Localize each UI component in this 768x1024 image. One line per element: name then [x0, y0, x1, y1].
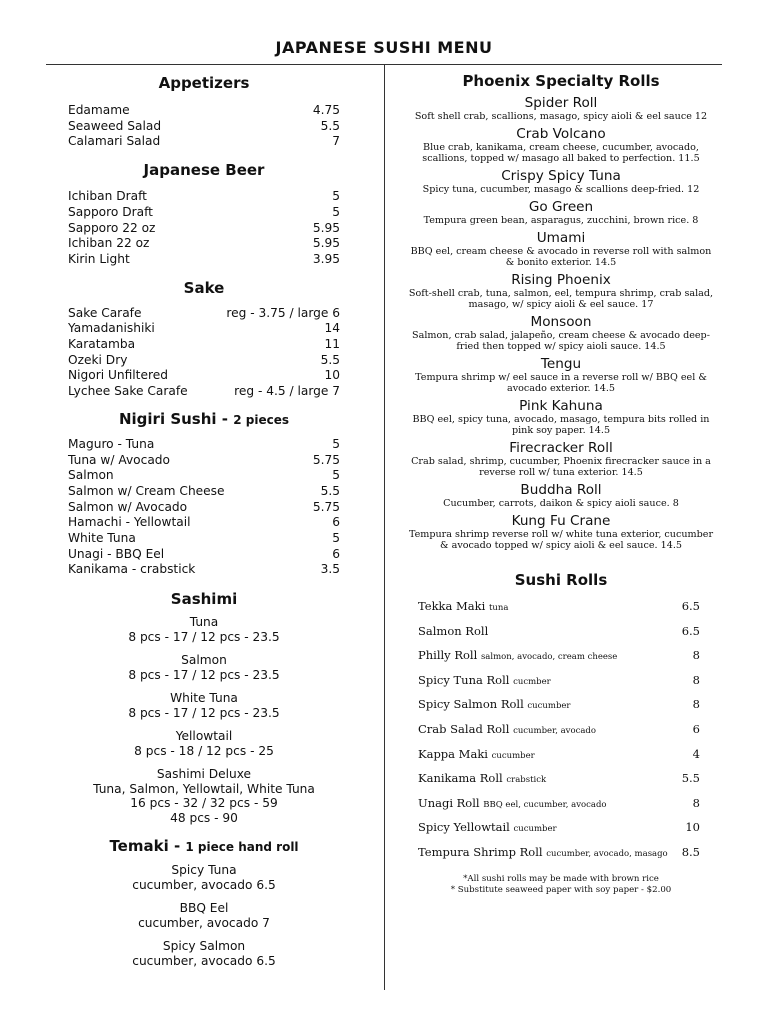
item-name: Ozeki Dry [68, 352, 128, 367]
item-price: 8 pcs - 17 / 12 pcs - 23.5 [128, 667, 280, 682]
roll-name: Spicy Tuna Roll [418, 672, 510, 687]
menu-item [68, 384, 340, 400]
table-row [400, 767, 722, 792]
menu-item [68, 562, 340, 578]
item-price: 10 [324, 368, 340, 383]
list-item [400, 126, 722, 164]
menu-item [68, 515, 340, 531]
roll-name: Salmon Roll [418, 623, 489, 638]
roll-desc: Cucumber, carrots, daikon & spicy aioli sauce. 8 [443, 498, 679, 509]
appetizers-heading: Appetizers [158, 74, 250, 92]
roll-price: 5.5 [681, 771, 700, 786]
menu-item [68, 321, 340, 337]
list-item [68, 691, 340, 720]
item-name: Tuna [189, 615, 219, 630]
item-price: 5.5 [320, 483, 340, 498]
roll-name: Tempura Shrimp Roll [418, 844, 543, 859]
specialty-heading: Phoenix Specialty Rolls [462, 72, 660, 90]
roll-desc: cucumber, avocado, masago [546, 848, 668, 859]
item-price: 6 [332, 546, 340, 561]
item-price: 6 [332, 515, 340, 530]
roll-name: Go Green [528, 199, 594, 215]
menu-item [68, 453, 340, 469]
item-price: 8 pcs - 17 / 12 pcs - 23.5 [128, 629, 280, 644]
roll-desc: Soft shell crab, scallions, masago, spicy aioli & eel sauce 12 [414, 111, 708, 122]
list-item [68, 863, 340, 892]
roll-desc: cucmber [513, 676, 551, 687]
item-price: 16 pcs - 32 / 32 pcs - 59 [130, 796, 278, 811]
item-name: Salmon [181, 653, 227, 668]
temaki-title: Temaki - [109, 837, 181, 856]
item-price: 8 pcs - 18 / 12 pcs - 25 [134, 743, 274, 758]
item-price: 3.95 [312, 251, 340, 266]
roll-name: Spicy Yellowtail [418, 820, 510, 835]
menu-item [68, 306, 340, 322]
roll-desc: BBQ eel, spicy tuna, avocado, masago, tempura bits rolled in pink soy paper. 14.5 [412, 414, 710, 436]
roll-desc: BBQ eel, cucumber, avocado [483, 799, 607, 810]
roll-desc: tuna [488, 603, 509, 613]
item-name: Sapporo 22 oz [68, 220, 156, 235]
item-name: Lychee Sake Carafe [68, 384, 188, 399]
list-item [400, 513, 722, 551]
list-item [68, 729, 340, 758]
item-price: 14 [324, 321, 340, 336]
roll-name: Rising Phoenix [511, 272, 611, 288]
roll-desc: Crab salad, shrimp, cucumber, Phoenix firecracker sauce in a reverse roll w/ tuna exterior. 14.5 [411, 456, 711, 478]
item-name: Edamame [68, 103, 130, 117]
item-price: 8 pcs - 17 / 12 pcs - 23.5 [128, 705, 280, 720]
roll-desc: BBQ eel, cream cheese & avocado in reverse roll with salmon & bonito exterior. 14.5 [410, 246, 712, 268]
item-name: Hamachi - Yellowtail [68, 515, 191, 530]
nigiri-list [68, 437, 340, 578]
table-row [400, 718, 722, 743]
menu-item [68, 368, 340, 384]
roll-name: Crab Salad Roll [418, 721, 510, 736]
item-price: 5 [332, 468, 340, 483]
roll-desc: crabstick [506, 775, 547, 786]
menu-item [68, 484, 340, 500]
sashimi-list [68, 615, 340, 825]
menu-item [68, 134, 340, 150]
roll-price: 10 [685, 820, 700, 835]
roll-name: Spider Roll [524, 95, 598, 111]
roll-name: Unagi Roll [418, 795, 480, 810]
nigiri-title: Nigiri Sushi - [118, 409, 228, 428]
item-desc: cucumber, avocado 6.5 [132, 953, 276, 968]
roll-name: Tengu [540, 356, 582, 372]
roll-price: 8 [692, 795, 700, 810]
beer-list [68, 189, 340, 268]
roll-price: 6 [692, 721, 700, 736]
roll-desc: cucumber [513, 824, 557, 835]
item-name: Kirin Light [68, 251, 130, 266]
item-name: White Tuna [68, 531, 136, 546]
item-name: Yamadanishiki [68, 321, 155, 336]
roll-desc: Tempura shrimp reverse roll w/ white tuna exterior, cucumber & avocado topped w/ spicy aioli & eel sauce. 14.5 [408, 529, 714, 551]
item-price: 5 [332, 189, 340, 204]
table-row [400, 693, 722, 718]
item-name: Ichiban 22 oz [68, 236, 150, 251]
roll-desc: cucumber [527, 701, 571, 712]
roll-name: Tekka Maki [418, 599, 486, 613]
menu-item [68, 119, 340, 135]
nigiri-subtitle: 2 pieces [233, 412, 289, 427]
list-item [400, 95, 722, 122]
item-name: Spicy Tuna [171, 863, 237, 878]
roll-name: Umami [536, 230, 586, 246]
item-name: Sake Carafe [68, 305, 142, 320]
roll-desc: cucumber, avocado [513, 725, 596, 736]
item-price: 5.75 [312, 499, 340, 514]
item-name: Salmon [68, 468, 114, 483]
item-name: Ichiban Draft [68, 189, 147, 204]
menu-item [68, 205, 340, 221]
roll-name: Monsoon [530, 314, 592, 330]
item-price: 5.5 [320, 118, 340, 133]
table-row [400, 620, 722, 645]
list-item [68, 653, 340, 682]
item-price: reg - 4.5 / large 7 [234, 384, 340, 399]
roll-desc: Spicy tuna, cucumber, masago & scallions deep-fried. 12 [422, 184, 700, 195]
menu-item [68, 103, 340, 119]
list-item [68, 939, 340, 968]
list-item [400, 168, 722, 195]
item-name: Yellowtail [175, 729, 233, 744]
roll-name: Crispy Spicy Tuna [501, 168, 621, 184]
list-item [400, 440, 722, 478]
item-name: Unagi - BBQ Eel [68, 546, 165, 561]
temaki-list [68, 863, 340, 968]
sake-list [68, 306, 340, 400]
table-row [400, 644, 722, 669]
list-item [68, 615, 340, 644]
footnotes [400, 874, 722, 896]
roll-name: Philly Roll [418, 648, 478, 663]
roll-name: Kanikama Roll [418, 771, 503, 786]
right-column [400, 70, 722, 896]
item-desc: cucumber, avocado 6.5 [132, 877, 276, 892]
roll-name: Buddha Roll [520, 482, 602, 498]
list-item [400, 482, 722, 509]
item-name: BBQ Eel [179, 901, 229, 916]
left-column [68, 70, 340, 968]
list-item [400, 230, 722, 268]
roll-name: Spicy Salmon Roll [418, 697, 524, 712]
table-row [400, 743, 722, 768]
appetizers-list [68, 103, 340, 150]
roll-price: 6.5 [681, 623, 700, 638]
item-price: 3.5 [320, 562, 340, 577]
menu-item [68, 221, 340, 237]
roll-name: Pink Kahuna [519, 398, 603, 414]
menu-item [68, 236, 340, 252]
menu-item [68, 353, 340, 369]
menu-item [68, 252, 340, 268]
roll-desc: Tempura green bean, asparagus, zucchini, brown rice. 8 [423, 215, 699, 226]
menu-item [68, 189, 340, 205]
menu-item [68, 468, 340, 484]
item-price: 5 [332, 436, 340, 451]
item-name: Karatamba [68, 337, 136, 352]
roll-price: 8 [692, 672, 700, 687]
list-item [68, 901, 340, 930]
roll-desc: Tempura shrimp w/ eel sauce in a reverse roll w/ BBQ eel & avocado exterior. 14.5 [415, 372, 707, 394]
menu-item [68, 337, 340, 353]
item-price: 11 [324, 337, 340, 352]
soy-paper-note: * Substitute seaweed paper with soy paper - $2.00 [450, 884, 672, 895]
list-item [400, 356, 722, 394]
item-price: 5 [332, 204, 340, 219]
item-name: Kanikama - crabstick [68, 562, 196, 577]
list-item [400, 199, 722, 226]
roll-desc: Salmon, crab salad, jalapeño, cream cheese & avocado deep-fried then topped w/ spicy aioli sauce. 14.5 [412, 330, 710, 352]
roll-desc: salmon, avocado, cream cheese [480, 652, 618, 663]
menu-item [68, 437, 340, 453]
roll-desc: Soft-shell crab, tuna, salmon, eel, tempura shrimp, crab salad, masago, w/ spicy aioli & eel sauce. 17 [408, 288, 714, 310]
column-divider [384, 65, 385, 990]
menu-item [68, 531, 340, 547]
item-name: Maguro - Tuna [68, 436, 155, 451]
menu-item [68, 547, 340, 563]
roll-price: 8.5 [681, 844, 700, 859]
item-price: 5.75 [312, 452, 340, 467]
temaki-subtitle: 1 piece hand roll [185, 840, 299, 855]
item-price: 5.5 [320, 352, 340, 367]
roll-desc: cucumber [491, 750, 535, 761]
brown-rice-note: *All sushi rolls may be made with brown rice [463, 873, 659, 884]
roll-name: Firecracker Roll [509, 440, 613, 456]
beer-heading: Japanese Beer [143, 161, 265, 180]
item-name: Salmon w/ Avocado [68, 499, 188, 514]
item-name: Nigori Unfiltered [68, 368, 168, 383]
item-price: 48 pcs - 90 [170, 810, 238, 825]
table-row [400, 816, 722, 841]
list-item [400, 398, 722, 436]
item-name: Tuna w/ Avocado [68, 452, 170, 467]
menu-title: JAPANESE SUSHI MENU [275, 38, 493, 57]
table-row [400, 792, 722, 817]
item-name: Sapporo Draft [68, 204, 153, 219]
roll-name: Crab Volcano [516, 126, 606, 142]
list-item [68, 767, 340, 825]
roll-price: 6.5 [681, 599, 700, 613]
item-price: 7 [332, 134, 340, 149]
table-row [400, 841, 722, 866]
roll-price: 8 [692, 697, 700, 712]
sashimi-heading: Sashimi [170, 590, 238, 609]
item-price: 5.95 [312, 236, 340, 251]
roll-price: 8 [692, 648, 700, 663]
roll-price: 4 [692, 746, 700, 761]
item-desc: Tuna, Salmon, Yellowtail, White Tuna [93, 781, 315, 796]
item-price: 5 [332, 531, 340, 546]
sushi-rolls-heading: Sushi Rolls [514, 571, 608, 589]
item-name: White Tuna [170, 691, 238, 706]
item-name: Sashimi Deluxe [156, 767, 252, 782]
specialty-list [400, 95, 722, 551]
nigiri-heading [68, 410, 340, 428]
table-row [400, 595, 722, 620]
item-name: Seaweed Salad [68, 118, 162, 133]
roll-name: Kung Fu Crane [511, 513, 611, 529]
roll-desc: Blue crab, kanikama, cream cheese, cucumber, avocado, scallions, topped w/ masago all baked to perfection. 11.5 [422, 142, 700, 164]
roll-name: Kappa Maki [418, 746, 488, 761]
item-price: 5.95 [312, 220, 340, 235]
item-name: Calamari Salad [68, 134, 161, 149]
menu-item [68, 500, 340, 516]
item-name: Salmon w/ Cream Cheese [68, 483, 225, 498]
item-price: 4.75 [312, 103, 340, 117]
table-row [400, 669, 722, 694]
item-desc: cucumber, avocado 7 [138, 915, 270, 930]
item-price: reg - 3.75 / large 6 [226, 305, 340, 320]
list-item [400, 272, 722, 310]
sake-heading: Sake [183, 278, 225, 297]
temaki-heading [68, 837, 340, 855]
sushi-rolls-list [400, 595, 722, 866]
list-item [400, 314, 722, 352]
item-name: Spicy Salmon [162, 939, 246, 954]
